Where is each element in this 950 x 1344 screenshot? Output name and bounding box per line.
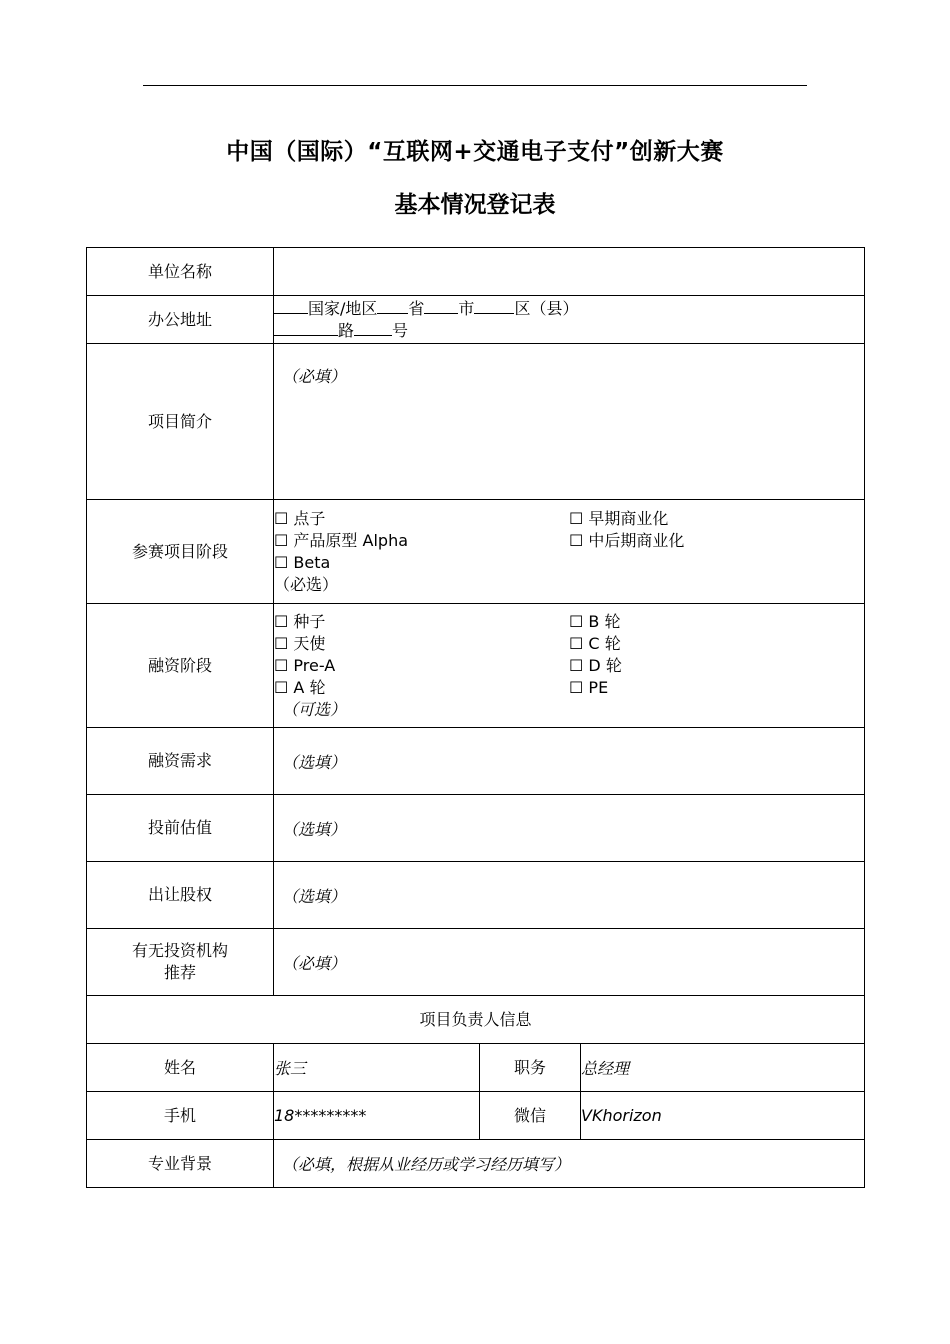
header-rule bbox=[143, 85, 807, 86]
investor-referral-hint: （必填） bbox=[282, 953, 347, 973]
leader-section-heading: 项目负责人信息 bbox=[87, 996, 865, 1044]
stage-option-late-commercial[interactable]: ☐ 中后期商业化 bbox=[569, 530, 685, 550]
number-blank[interactable] bbox=[354, 320, 392, 336]
name-value[interactable]: 张三 bbox=[274, 1044, 480, 1092]
investor-referral-label bbox=[87, 929, 274, 996]
row-project-intro bbox=[87, 344, 865, 500]
project-intro-field[interactable] bbox=[274, 344, 865, 500]
district-blank[interactable] bbox=[474, 298, 514, 314]
office-address-label: 办公地址 bbox=[87, 296, 274, 344]
investor-referral-label-line1: 有无投资机构 bbox=[131, 941, 228, 960]
financing-option-seed[interactable]: ☐ 种子 bbox=[274, 611, 326, 631]
row-financing-need bbox=[87, 728, 865, 795]
country-text: 国家/地区 bbox=[308, 298, 378, 318]
financing-option-b[interactable]: ☐ B 轮 bbox=[569, 611, 621, 631]
name-label: 姓名 bbox=[87, 1044, 274, 1092]
project-stage-field bbox=[274, 500, 865, 604]
pre-valuation-field[interactable] bbox=[274, 795, 865, 862]
mobile-value[interactable]: 18********* bbox=[274, 1092, 480, 1140]
row-unit-name bbox=[87, 248, 865, 296]
row-mobile-wechat bbox=[87, 1092, 865, 1140]
city-text: 市 bbox=[458, 298, 475, 318]
row-financing-stage bbox=[87, 604, 865, 728]
financing-need-label: 融资需求 bbox=[87, 728, 274, 795]
unit-name-field[interactable] bbox=[274, 248, 865, 296]
wechat-value[interactable]: VKhorizon bbox=[581, 1092, 865, 1140]
investor-referral-label-line2: 推荐 bbox=[163, 963, 196, 982]
row-name-position bbox=[87, 1044, 865, 1092]
project-stage-label: 参赛项目阶段 bbox=[87, 500, 274, 604]
equity-offered-hint: （选填） bbox=[282, 886, 347, 906]
financing-option-pe[interactable]: ☐ PE bbox=[569, 677, 609, 697]
form-title: 中国（国际）“互联网+交通电子支付”创新大赛 bbox=[226, 139, 724, 165]
wechat-label: 微信 bbox=[480, 1092, 581, 1140]
background-field[interactable] bbox=[274, 1140, 865, 1188]
row-project-stage bbox=[87, 500, 865, 604]
equity-offered-label: 出让股权 bbox=[87, 862, 274, 929]
pre-valuation-label: 投前估值 bbox=[87, 795, 274, 862]
mobile-label: 手机 bbox=[87, 1092, 274, 1140]
financing-need-hint: （选填） bbox=[282, 752, 347, 772]
country-blank[interactable] bbox=[274, 298, 308, 314]
financing-option-c[interactable]: ☐ C 轮 bbox=[569, 633, 621, 653]
road-blank[interactable] bbox=[274, 320, 338, 336]
financing-stage-field bbox=[274, 604, 865, 728]
row-background bbox=[87, 1140, 865, 1188]
financing-need-field[interactable] bbox=[274, 728, 865, 795]
investor-referral-field[interactable] bbox=[274, 929, 865, 996]
row-pre-valuation bbox=[87, 795, 865, 862]
equity-offered-field[interactable] bbox=[274, 862, 865, 929]
row-equity-offered bbox=[87, 862, 865, 929]
province-blank[interactable] bbox=[377, 298, 408, 314]
row-office-address bbox=[87, 296, 865, 344]
project-intro-label: 项目简介 bbox=[87, 344, 274, 500]
position-value[interactable]: 总经理 bbox=[581, 1044, 865, 1092]
stage-option-early-commercial[interactable]: ☐ 早期商业化 bbox=[569, 508, 669, 528]
financing-option-pre-a[interactable]: ☐ Pre-A bbox=[274, 655, 336, 675]
row-investor-referral bbox=[87, 929, 865, 996]
city-blank[interactable] bbox=[424, 298, 458, 314]
project-intro-hint: （必填） bbox=[282, 367, 347, 386]
number-text: 号 bbox=[392, 320, 409, 340]
road-text: 路 bbox=[338, 320, 355, 340]
background-hint: （必填，根据从业经历或学习经历填写） bbox=[282, 1155, 571, 1174]
stage-option-idea[interactable]: ☐ 点子 bbox=[274, 508, 326, 528]
financing-option-d[interactable]: ☐ D 轮 bbox=[569, 655, 622, 675]
district-text: 区（县） bbox=[514, 298, 579, 318]
unit-name-label: 单位名称 bbox=[87, 248, 274, 296]
pre-valuation-hint: （选填） bbox=[282, 819, 347, 839]
row-leader-section bbox=[87, 996, 865, 1044]
registration-table bbox=[86, 247, 865, 1188]
stage-option-beta[interactable]: ☐ Beta bbox=[274, 552, 331, 572]
form-subtitle: 基本情况登记表 bbox=[394, 192, 556, 218]
stage-option-alpha[interactable]: ☐ 产品原型 Alpha bbox=[274, 530, 409, 550]
financing-option-angel[interactable]: ☐ 天使 bbox=[274, 633, 326, 653]
office-address-field[interactable] bbox=[274, 296, 865, 344]
position-label: 职务 bbox=[480, 1044, 581, 1092]
project-stage-hint: （必选） bbox=[274, 574, 339, 594]
province-text: 省 bbox=[408, 298, 425, 318]
financing-option-a[interactable]: ☐ A 轮 bbox=[274, 677, 326, 697]
financing-stage-label: 融资阶段 bbox=[87, 604, 274, 728]
financing-stage-hint: （可选） bbox=[282, 699, 347, 719]
background-label: 专业背景 bbox=[87, 1140, 274, 1188]
